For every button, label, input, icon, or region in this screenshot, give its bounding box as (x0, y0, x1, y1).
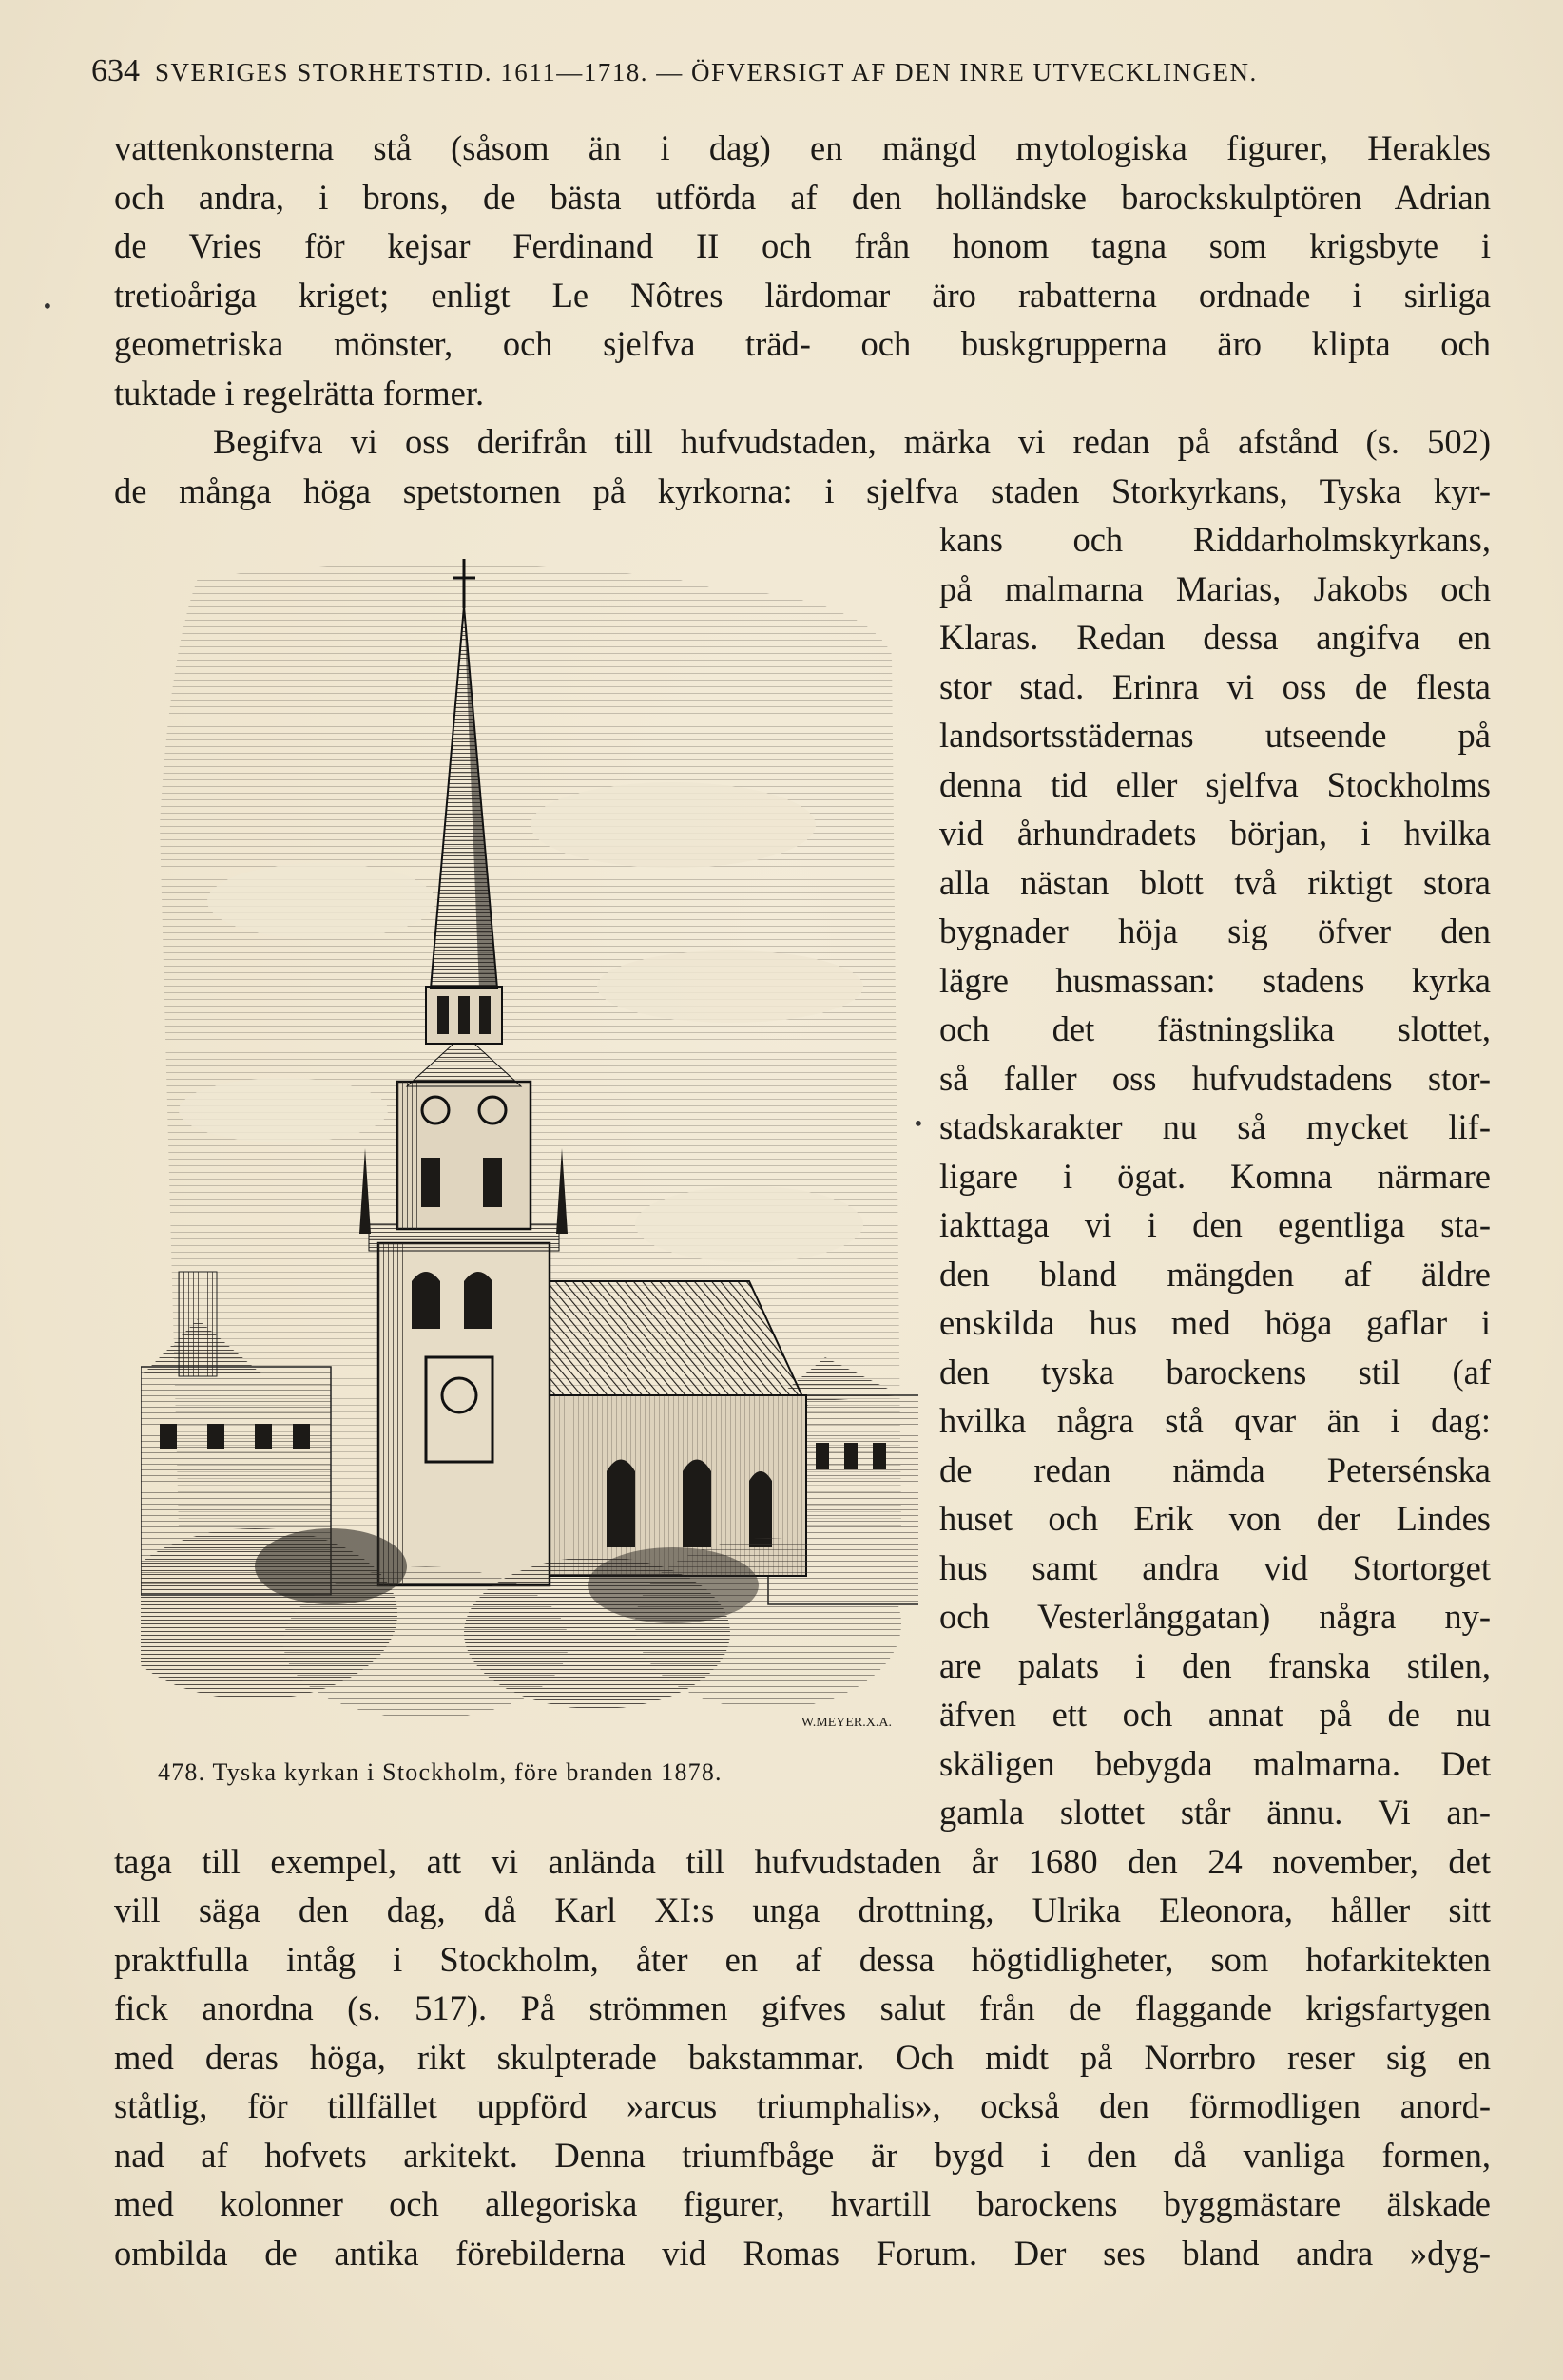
running-title: SVERIGES STORHETSTID. 1611—1718. — ÖFVERSIGT AF DEN INRE UTVECKLINGEN. (155, 58, 1258, 86)
text-line: landsortsstädernas utseende på (939, 716, 1491, 755)
text-line: tuktade i regelrätta former. (114, 373, 485, 413)
text-line: vid århundradets början, i hvilka (939, 814, 1491, 853)
text-line: den bland mängden af äldre (939, 1254, 1491, 1294)
text-line: hus samt andra vid Stortorget (939, 1547, 1491, 1587)
text-line: are palats i den franska stilen, (939, 1645, 1491, 1685)
page-number: 634 (91, 53, 140, 88)
text-line: enskilda hus med höga gaflar i (939, 1303, 1491, 1342)
church-engraving (141, 540, 918, 1749)
text-line: vill säga den dag, då Karl XI:s unga drottning, Ulrika Eleonora, håller sitt (114, 1891, 1491, 1929)
text-line: de redan nämda Petersénska (939, 1449, 1491, 1489)
text-line: de många höga spetstornen på kyrkorna: i sjelfva staden Storkyrkans, Tyska kyr- (114, 470, 1491, 510)
text-line: bygnader höja sig öfver den (939, 912, 1491, 950)
engraver-signature: W.MEYER.X.A. (801, 1716, 892, 1730)
running-header (91, 53, 1489, 89)
text-line: nad af hofvets arkitekt. Denna triumfbåge är bygd i den då vanliga formen, (114, 2135, 1491, 2175)
text-line: och andra, i brons, de bästa utförda af den holländske barockskulptören Adrian (114, 177, 1491, 217)
text-line: de Vries för kejsar Ferdinand II och från honom tagna som krigsbyte i (114, 226, 1491, 265)
text-line: stor stad. Erinra vi oss de flesta (939, 666, 1491, 706)
figure-caption: 478. Tyska kyrkan i Stockholm, före branden 1878. (158, 1758, 723, 1786)
text-line: så faller oss hufvudstadens stor- (939, 1058, 1491, 1098)
text-line: äfven ett och annat på de nu (939, 1695, 1491, 1734)
text-line: tretioåriga kriget; enligt Le Nôtres lärdomar äro rabatterna ordnade i sirliga (114, 275, 1491, 315)
text-line: hvilka några stå qvar än i dag: (939, 1401, 1491, 1440)
margin-dot: • (913, 1112, 924, 1135)
engraving-illustration (141, 540, 918, 1749)
church-nave (513, 1281, 806, 1576)
text-line: ståtlig, för tillfället uppförd »arcus triumphalis», också den förmodligen anord- (114, 2086, 1491, 2125)
text-line: på malmarna Marias, Jakobs och (939, 568, 1491, 608)
text-line: den tyska barockens stil (af (939, 1352, 1491, 1392)
text-line: praktfulla intåg i Stockholm, åter en af dessa högtidligheter, som hofarkitekten (114, 1939, 1491, 1979)
text-line: taga till exempel, att vi anlända till hufvudstaden år 1680 den 24 november, det (114, 1841, 1491, 1881)
text-line: vattenkonsterna stå (såsom än i dag) en mängd mytologiska figurer, Herakles (114, 128, 1491, 167)
text-line: denna tid eller sjelfva Stockholms (939, 764, 1491, 804)
text-line: lägre husmassan: stadens kyrka (939, 960, 1491, 1000)
text-line: med kolonner och allegoriska figurer, hvartill barockens byggmästare älskade (114, 2184, 1491, 2223)
text-line: iakttaga vi i den egentliga sta- (939, 1205, 1491, 1244)
text-line: gamla slottet står ännu. Vi an- (939, 1793, 1491, 1832)
margin-dot: • (42, 295, 53, 317)
text-line: kans och Riddarholmskyrkans, (939, 520, 1491, 559)
text-line: huset och Erik von der Lindes (939, 1499, 1491, 1538)
text-line: stadskarakter nu så mycket lif- (939, 1107, 1491, 1146)
text-line: ligare i ögat. Komna närmare (939, 1156, 1491, 1196)
text-line: Begifva vi oss derifrån till hufvudstaden, märka vi redan på afstånd (s. 502) (213, 422, 1491, 461)
text-line: skäligen bebygda malmarna. Det (939, 1743, 1491, 1783)
text-line: Klaras. Redan dessa angifva en (939, 618, 1491, 657)
text-line: geometriska mönster, och sjelfva träd- och buskgrupperna äro klipta och (114, 324, 1491, 363)
text-line: ombilda de antika förebilderna vid Romas Forum. Der ses bland andra »dyg- (114, 2233, 1491, 2273)
text-line: med deras höga, rikt skulpterade bakstammar. Och midt på Norrbro reser sig en (114, 2037, 1491, 2077)
text-line: fick anordna (s. 517). På strömmen gifves salut från de flaggande krigsfartygen (114, 1988, 1491, 2027)
text-line: och det fästningslika slottet, (939, 1009, 1491, 1048)
text-line: alla nästan blott två riktigt stora (939, 862, 1491, 902)
text-line: och Vesterlånggatan) några ny- (939, 1597, 1491, 1636)
